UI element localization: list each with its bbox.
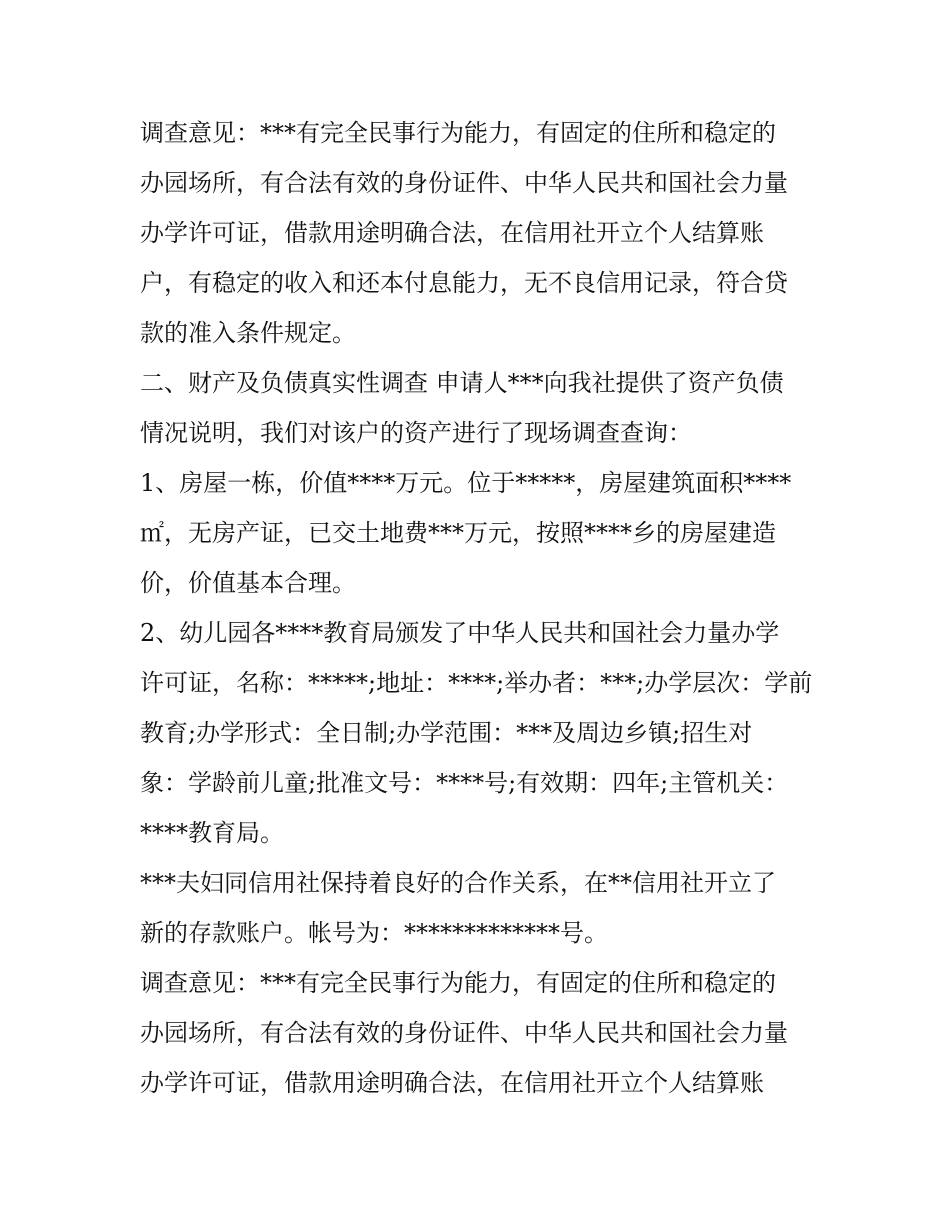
text-line-6: 二、财产及负债真实性调查 申请人***向我社提供了资产负债 (140, 369, 784, 397)
text-line-16: ***夫妇同信用社保持着良好的合作关系，在**信用社开立了 (140, 869, 776, 897)
text-line-11: 2、幼儿园各****教育局颁发了中华人民共和国社会力量办学 (140, 619, 780, 647)
text-line-19: 办园场所，有合法有效的身份证件、中华人民共和国社会力量 (140, 1019, 788, 1047)
document-body (140, 108, 820, 1108)
text-line-12: 许可证，名称：*****;地址：****;举办者：***;办学层次：学前 (140, 669, 813, 697)
text-line-20: 办学许可证，借款用途明确合法，在信用社开立个人结算账 (140, 1069, 764, 1097)
text-line-10: 价，价值基本合理。 (140, 569, 356, 597)
text-line-14: 象：学龄前儿童;批准文号：****号;有效期：四年;主管机关： (140, 769, 789, 797)
text-line-8: 1、房屋一栋，价值****万元。位于*****，房屋建筑面积**** (140, 469, 792, 497)
text-line-15: ****教育局。 (140, 819, 284, 847)
text-line-9: ㎡，无房产证，已交土地费***万元，按照****乡的房屋建造 (140, 519, 776, 547)
text-line-18: 调查意见：***有完全民事行为能力，有固定的住所和稳定的 (140, 969, 776, 997)
text-line-5: 款的准入条件规定。 (140, 319, 356, 347)
text-line-3: 办学许可证，借款用途明确合法，在信用社开立个人结算账 (140, 219, 764, 247)
text-line-4: 户，有稳定的收入和还本付息能力，无不良信用记录，符合贷 (140, 269, 788, 297)
text-line-2: 办园场所，有合法有效的身份证件、中华人民共和国社会力量 (140, 169, 788, 197)
text-line-17: 新的存款账户。帐号为：*************号。 (140, 919, 608, 947)
text-line-7: 情况说明，我们对该户的资产进行了现场调查查询： (140, 419, 692, 447)
text-line-13: 教育;办学形式：全日制;办学范围：***及周边乡镇;招生对 (140, 719, 753, 747)
text-line-1: 调查意见：***有完全民事行为能力，有固定的住所和稳定的 (140, 119, 776, 147)
